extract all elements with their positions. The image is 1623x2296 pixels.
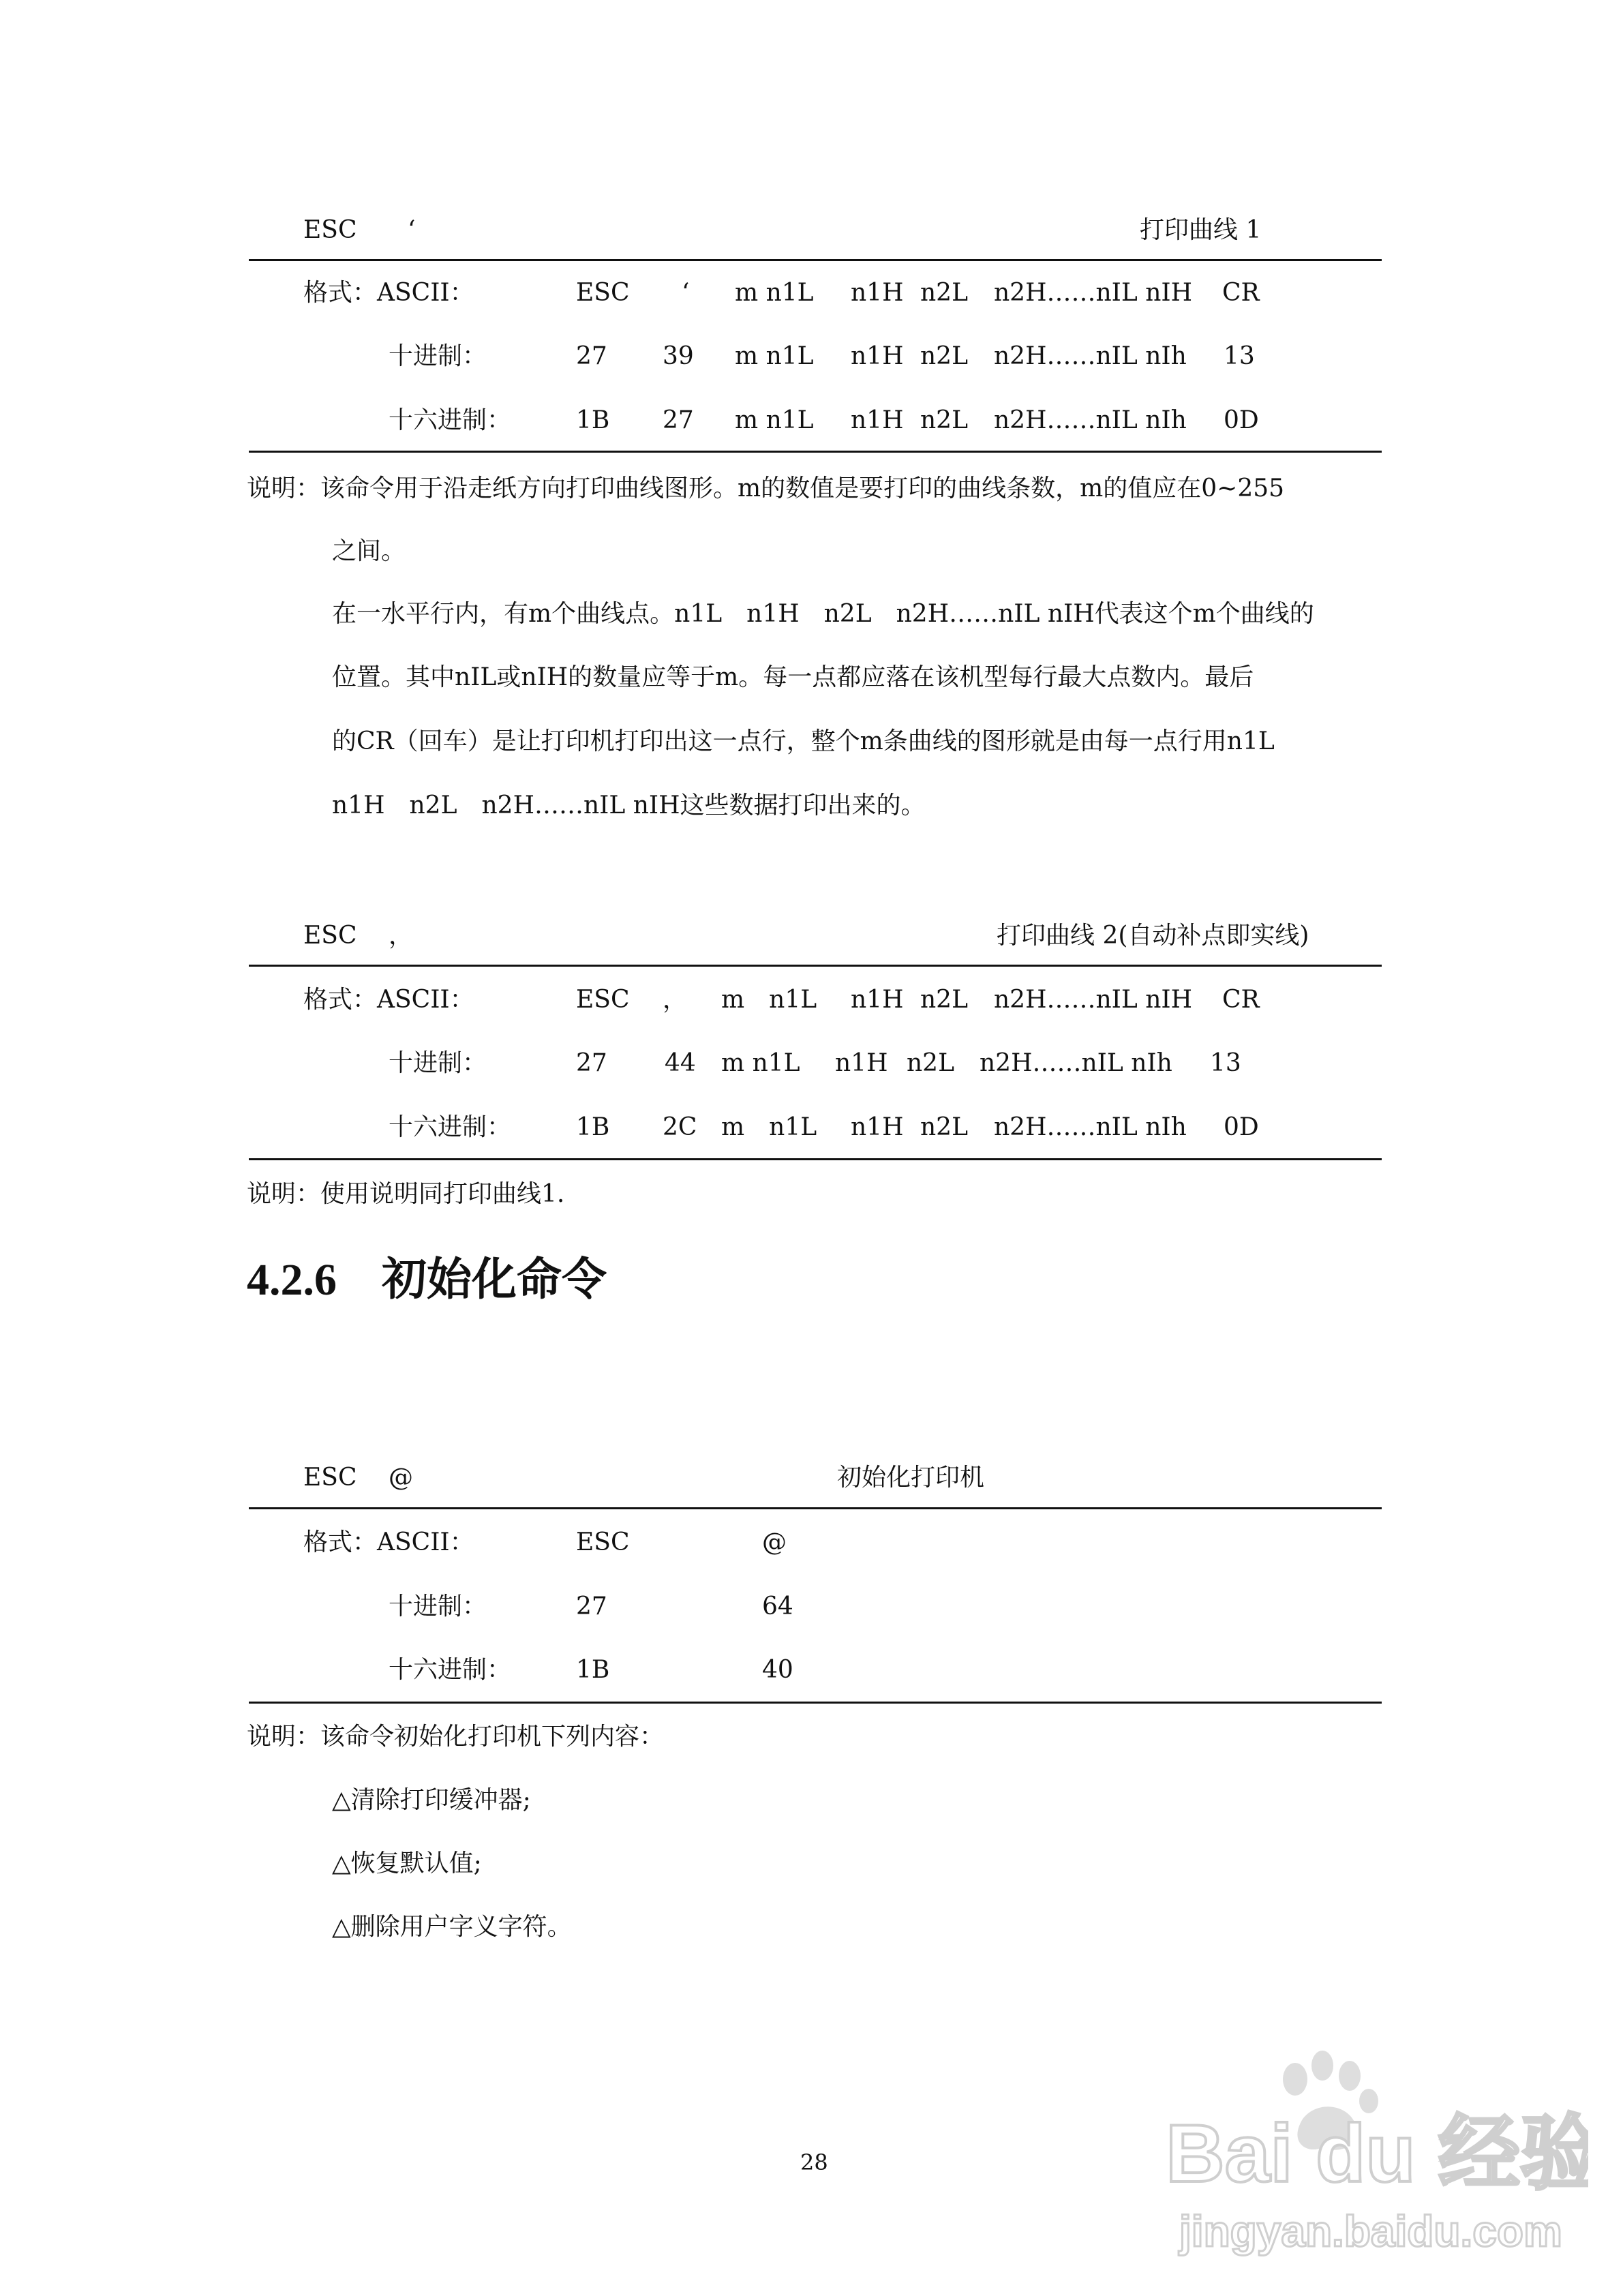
desc-line: 位置。其中nIL或nIH的数量应等于m。每一点都应落在该机型每行最大点数内。最后 [332,663,1254,691]
cell: n2H……nIL nIH [994,986,1193,1014]
cell: n2H……nIL nIh [994,406,1187,434]
cell: n1H [851,1113,904,1141]
cell: 13 [1210,1049,1241,1077]
cell: n2L [907,1049,954,1077]
cell: n2H……nIL nIH [994,279,1193,307]
cell: n1H [851,986,904,1014]
cell: 1B [576,406,610,434]
row-label: 格式：ASCII： [303,1528,474,1556]
description: 说明：该命令初始化打印机下列内容： [247,1723,665,1751]
cell: m n1L [721,1113,817,1141]
command-name: ESC [303,922,357,950]
cell: n2H……nIL nIh [980,1049,1172,1077]
cell: 2C [663,1113,697,1141]
cell: m n1L [735,342,814,370]
row-label: 十六进制： [389,1656,512,1684]
table-top-rule [249,1507,1382,1509]
row-label: 十进制： [389,342,487,370]
cell: 0D [1224,1113,1259,1141]
cell: 1B [576,1656,610,1684]
cell: m n1L [721,1049,800,1077]
command-title: 初始化打印机 [837,1464,985,1492]
cell: CR [1222,986,1260,1014]
cell: 27 [663,406,694,434]
cell: n2L [920,279,968,307]
cell: 13 [1224,342,1255,370]
cell: 0D [1224,406,1259,434]
cell: 64 [762,1592,793,1620]
cell: ‘ [682,279,690,307]
baidu-jingyan-watermark [1152,2045,1588,2270]
bullet-item: △清除打印缓冲器; [332,1786,531,1814]
cell: n2L [920,406,968,434]
cell: n2H……nIL nIh [994,342,1187,370]
desc-line: 说明：该命令用于沿走纸方向打印曲线图形。m的数值是要打印的曲线条数，m的值应在0~255 [247,474,1285,502]
cell: n2L [920,986,968,1014]
cell: n2L [920,1113,968,1141]
cell: n1H [851,406,904,434]
cell: 39 [663,342,694,370]
desc-line: 的CR（回车）是让打印机打印出这一点行，整个m条曲线的图形就是由每一点行用n1L [332,727,1275,755]
cell: n2H……nIL nIh [994,1113,1187,1141]
cell: n1H [835,1049,888,1077]
section-heading: 4.2.6 初始化命令 [247,1255,607,1305]
cell: ESC [576,986,630,1014]
cell: 27 [576,1592,607,1620]
cell: 40 [762,1656,793,1684]
cell: m n1L [721,986,817,1014]
bullet-item: △恢复默认值; [332,1849,482,1877]
cell: ESC [576,1528,630,1556]
command-param: ‘ [408,216,416,244]
cell: 1B [576,1113,610,1141]
command-name: ESC [303,216,357,244]
command-param: @ [389,1464,413,1492]
cell: 44 [665,1049,696,1077]
desc-line: 之间。 [332,537,406,565]
cell: n1H [851,279,904,307]
cell: 27 [576,1049,607,1077]
row-label: 十进制： [389,1049,487,1077]
row-label: 格式：ASCII： [303,279,474,307]
row-label: 格式：ASCII： [303,986,474,1014]
cell: CR [1222,279,1260,307]
cell: m n1L [735,279,814,307]
description: 说明：使用说明同打印曲线1. [247,1180,565,1208]
table-bottom-rule [249,1158,1382,1160]
cell: ， [663,986,688,1014]
table-top-rule [249,259,1382,261]
page-number: 28 [800,2149,828,2175]
desc-line: n1H n2L n2H……nIL nIH这些数据打印出来的。 [332,791,926,819]
command-title: 打印曲线 1 [1140,216,1262,244]
row-label: 十进制： [389,1592,487,1620]
table-bottom-rule [249,451,1382,453]
cell: @ [762,1528,787,1556]
cell: n2L [920,342,968,370]
baidu-paw-icon [1152,2045,1588,2270]
command-name: ESC [303,1464,357,1492]
cell: n1H [851,342,904,370]
cell: m n1L [735,406,814,434]
cell: 27 [576,342,607,370]
table-bottom-rule [249,1702,1382,1704]
watermark-url: jingyan.baidu.com [1179,2207,1562,2256]
desc-line: 在一水平行内，有m个曲线点。n1L n1H n2L n2H……nIL nIH代表这个m个曲线的 [332,600,1314,628]
bullet-item: △删除用户字义字符。 [332,1913,572,1941]
row-label: 十六进制： [389,1113,512,1141]
command-title: 打印曲线 2(自动补点即实线) [997,922,1309,950]
row-label: 十六进制： [389,406,512,434]
table-top-rule [249,965,1382,967]
command-param: ， [389,922,414,950]
watermark-brand: Bai du 经验 [1166,2108,1588,2199]
cell: ESC [576,279,630,307]
